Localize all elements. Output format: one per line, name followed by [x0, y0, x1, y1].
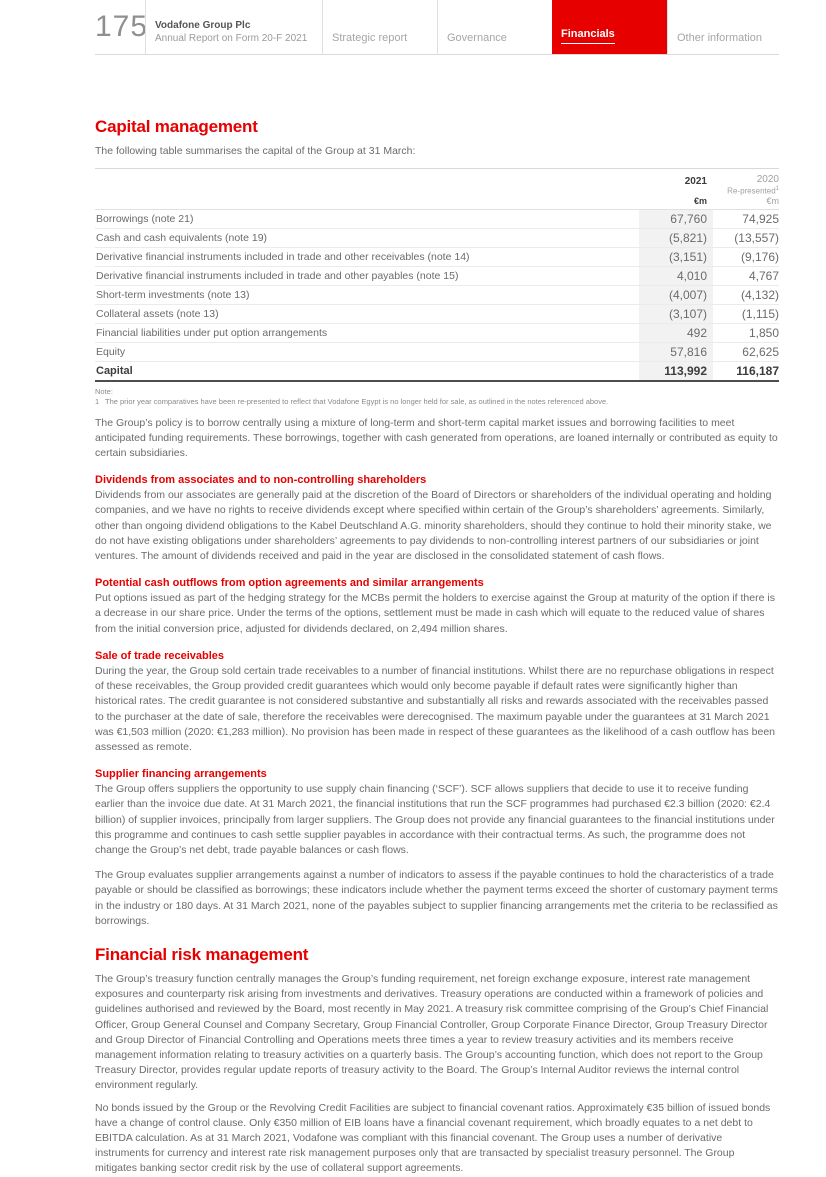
table-row: Financial liabilities under put option arrangements 492 1,850 [95, 323, 779, 342]
report-identity [145, 0, 322, 54]
header-empty-cell [95, 169, 639, 210]
section-sale-of-trade-receivables [95, 650, 779, 755]
section-paragraph: The Group’s treasury function centrally manages the Group’s funding requirement, net foreign exchange exposure, interest rate management exposures and counterparty risk arising from investments and derivatives. Treasury operations are conducted within a framework of policies and guidelines authorised and reviewed by the Board, most recently in May 2021. A treasury risk committee comprising of the Group’s Chief Financial Officer, Group General Counsel and Company Secretary, Group Financial Controller, Group Corporate Finance Director, Group Treasury Director and Group Director of Financial Controlling and Operations meets three times a year to review treasury activities and its members receive management information relating to treasury activities on a quarterly basis. The Group’s accounting function, which does not report to the Group Treasury Director, provides regular update reports of treasury activity to the Board. The Group’s Internal Auditor reviews the internal control environment regularly. [95, 972, 769, 1092]
tab-governance[interactable]: Governance [437, 0, 552, 54]
table-intro-text: The following table summarises the capital of the Group at 31 March: [95, 145, 416, 157]
tab-strategic-report[interactable]: Strategic report [322, 0, 437, 54]
subsection-heading: Supplier financing arrangements [95, 768, 267, 781]
table-row: Collateral assets (note 13) (3,107) (1,115) [95, 304, 779, 323]
subsection-heading: Sale of trade receivables [95, 649, 225, 662]
section-paragraph: Put options issued as part of the hedging strategy for the MCBs permit the holders to exercise against the Group at maturity of the option if there is a decrease in our share price. Under the terms of the options, settlement must be made in cash which will equate to the reduced value of shares from the initial conversion price, adjusted for dividends declared, on 2,494 million shares. [95, 592, 775, 635]
capital-table [95, 168, 779, 382]
column-header-2021: 2021 €m [639, 169, 713, 210]
table-row: Equity 57,816 62,625 [95, 342, 779, 361]
table-row: Short-term investments (note 13) (4,007) (4,132) [95, 285, 779, 304]
section-supplier-financing [95, 768, 779, 929]
subsection-heading: Dividends from associates and to non-controlling shareholders [95, 474, 427, 487]
section-dividends [95, 474, 779, 564]
report-title: Annual Report on Form 20-F 2021 [155, 33, 308, 44]
company-name: Vodafone Group Plc [155, 20, 251, 31]
table-row: Cash and cash equivalents (note 19) (5,821) (13,557) [95, 228, 779, 247]
table-row: Borrowings (note 21) 67,760 74,925 [95, 209, 779, 228]
table-row: Derivative financial instruments included in trade and other payables (note 15) 4,010 4,767 [95, 266, 779, 285]
section-paragraph: The Group offers suppliers the opportunity to use supply chain financing (‘SCF’). SCF allows suppliers that decide to use it to receive funding earlier than the invoice due date. At 31 March 2021, the financial institutions that run the SCF programmes had purchased €2.3 billion (2020: €2.4 billion) of supplier invoices, principally from larger suppliers. The Group does not provide any financial guarantees to the financial institutions under this programme and continues to cash settle supplier payables in accordance with their contractual terms. As such, the programme does not change the Group’s net debt, trade payable balances or cash flows. [95, 783, 775, 856]
section-paragraph: During the year, the Group sold certain trade receivables to a number of financial institutions. Whilst there are no repurchase obligations in respect of these receivables, the Group provided credit guarantees which would only become payable if default rates were significantly higher than historical rates. The credit guarantee is not considered substantive and substantially all risks and rewards associated with the receivables passed to the purchaser at the date of sale, therefore the receivables were derecognised. The maximum payable under the guarantees at 31 March 2021 was €1,503 million (2020: €1,283 million). No provision has been made in respect of these guarantees as the likelihood of a cash outflow has been assessed as remote. [95, 664, 775, 753]
footnote-marker: 1 [775, 186, 779, 192]
column-header-2020: 2020 Re-presented$^1$ €m [713, 169, 779, 210]
note-label: Note: [95, 386, 113, 396]
page-number: 175 [95, 10, 149, 43]
page-header [95, 0, 779, 55]
section-title-capital-management: Capital management [95, 117, 258, 136]
subsection-heading: Potential cash outflows from option agreements and similar arrangements [95, 577, 484, 590]
section-title-financial-risk: Financial risk management [95, 944, 309, 964]
table-header-row [95, 169, 779, 210]
section-financial-risk-management [95, 945, 779, 1177]
section-potential-cash-outflows [95, 577, 779, 637]
section-paragraph: No bonds issued by the Group or the Revolving Credit Facilities are subject to financial covenant ratios. Approximately €35 billion of issued bonds have a change of control clause. Only €350 million of EIB loans have a financial covenant requirement, which broadly equates to a net debt to EBITDA calculation. As at 31 March 2021, Vodafone was compliant with this financial covenant. The Group uses a number of derivative instruments for currency and interest rate risk management purposes only that are transacted by specialist treasury personnel. The Group mitigates banking sector credit risk by the use of collateral support agreements. [95, 1101, 771, 1175]
page-content [95, 55, 779, 1177]
tab-financials[interactable]: Financials [552, 0, 667, 54]
capital-management-paragraph: The Group’s policy is to borrow centrally using a mixture of long-term and short-term capital market issues and borrowing facilities to meet anticipated funding requirements. These borrowings, together with cash generated from operations, are loaned internally or contributed as equity to certain subsidiaries. [95, 416, 778, 460]
section-paragraph: The Group evaluates supplier arrangements against a number of indicators to assess if the payable continues to hold the characteristics of a trade payable or should be classified as borrowings; these indicators include whether the payment terms exceed the shorter of customary payment terms in the industry or 180 days. At 31 March 2021, none of the payables subject to supplier financing arrangements met the criteria to be reclassified as borrowings. [95, 869, 778, 927]
tab-other-information[interactable]: Other information [667, 0, 779, 54]
section-paragraph: Dividends from our associates are generally paid at the discretion of the Board of Directors or shareholders of the individual operating and holding companies, and we have no rights to receive dividends except where specified within certain of the Group’s shareholders’ agreements. Similarly, other than ongoing dividend obligations to the Kabel Deutschland A.G. minority shareholders, should they continue to hold their minority stake, we do not have existing obligations under shareholders’ agreements to pay dividends to non-controlling interest partners of our subsidiaries or joint ventures. The amount of dividends received and paid in the year are disclosed in the consolidated statement of cash flows. [95, 489, 772, 563]
table-row: Derivative financial instruments included in trade and other receivables (note 14) (3,151) (9,176) [95, 247, 779, 266]
table-total-row: Capital 113,992 116,187 [95, 361, 779, 381]
footnote: 1 The prior year comparatives have been re-presented to reflect that Vodafone Egypt is no longer held for sale, as outlined in the notes referenced above. [95, 396, 609, 406]
